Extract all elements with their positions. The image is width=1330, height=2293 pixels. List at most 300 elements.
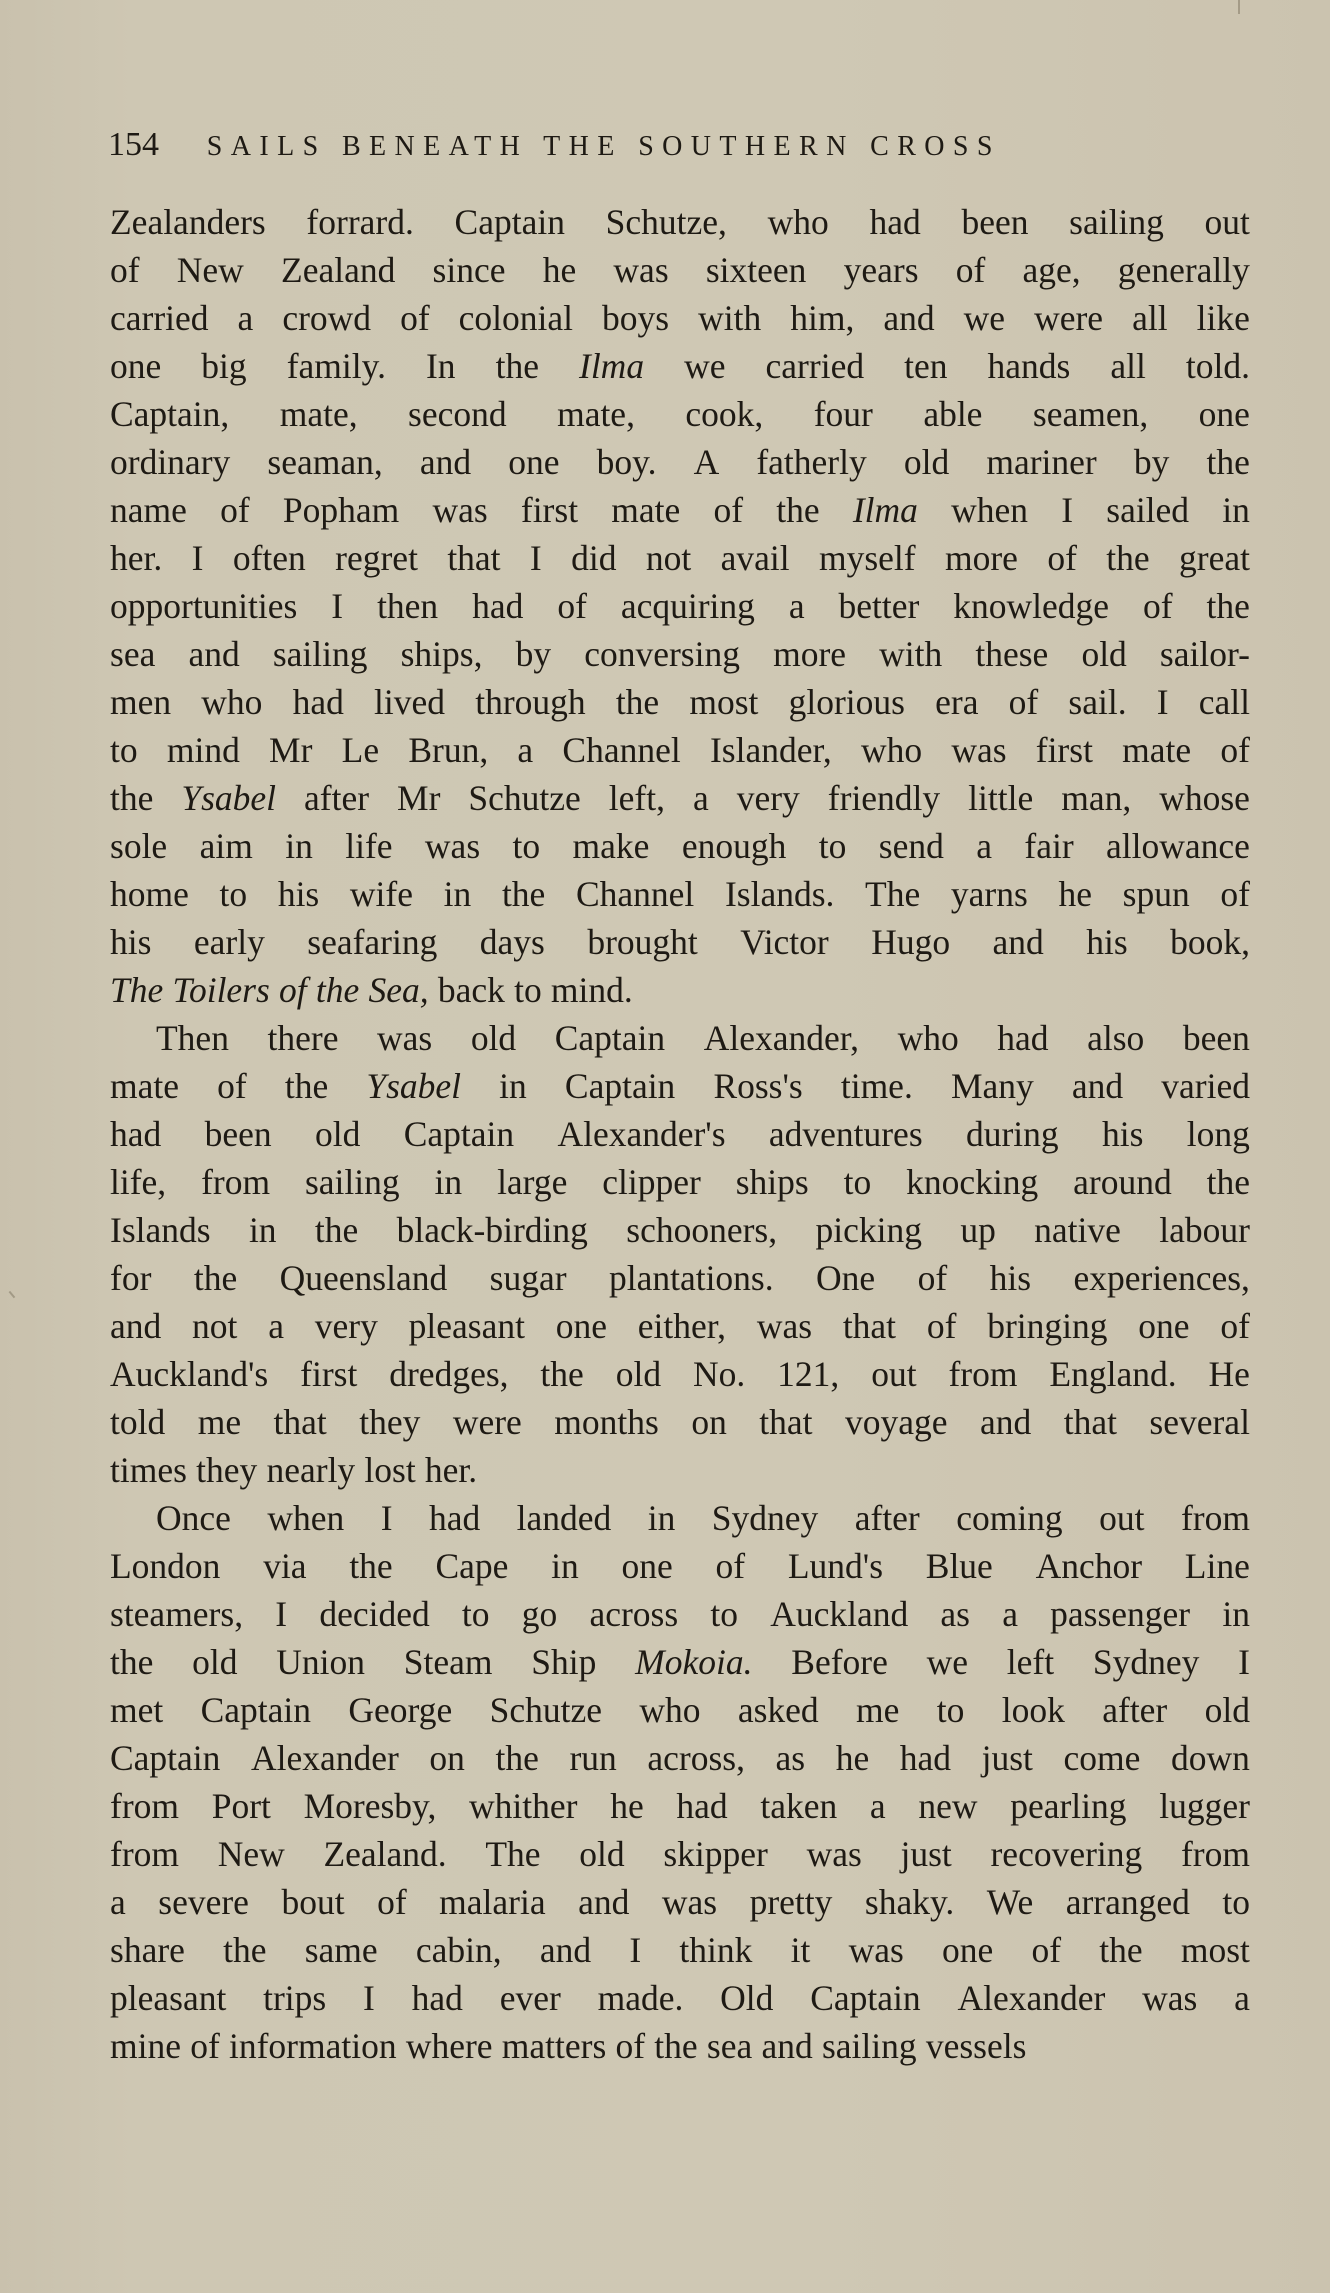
word: yarns: [950, 874, 1028, 914]
word: long: [1186, 1114, 1250, 1154]
word: a: [869, 1786, 886, 1826]
word: him,: [790, 298, 855, 338]
word: vessels: [925, 2026, 1027, 2066]
word: been: [204, 1114, 272, 1154]
word: conversing: [584, 634, 740, 674]
word: her.: [110, 538, 163, 578]
italic-word: The: [110, 970, 164, 1010]
text-line: [110, 966, 1250, 1014]
word: mate: [1122, 730, 1192, 770]
word: of: [713, 490, 744, 530]
text-line: [110, 1014, 1250, 1062]
word: very: [736, 778, 800, 818]
word: was: [613, 250, 669, 290]
word: the: [314, 1210, 359, 1250]
word: plantations.: [608, 1258, 774, 1298]
word: mate: [110, 1066, 179, 1106]
word: when: [267, 1498, 345, 1538]
word: crowd: [282, 298, 372, 338]
word: old: [579, 1834, 625, 1874]
word: one: [621, 1546, 673, 1586]
word: seamen,: [1032, 394, 1149, 434]
text-line: [110, 294, 1250, 342]
word: in: [248, 1210, 277, 1250]
word: shaky.: [864, 1882, 955, 1922]
word: acquiring: [620, 586, 755, 626]
word: myself: [819, 538, 916, 578]
word: the: [1206, 586, 1250, 626]
word: big: [201, 346, 247, 386]
word: a: [268, 1306, 284, 1346]
word: sailing: [821, 2026, 917, 2066]
word: mind.: [550, 970, 633, 1010]
word: that: [842, 1306, 897, 1346]
page-margin-mark: [9, 1286, 22, 1299]
word: ships: [735, 1162, 809, 1202]
italic-word: of: [279, 970, 307, 1010]
word: able: [923, 394, 983, 434]
word: wife: [349, 874, 413, 914]
word: very: [314, 1306, 378, 1346]
word: book,: [1170, 922, 1250, 962]
word: better: [838, 586, 920, 626]
word: to: [461, 1594, 490, 1634]
word: they: [196, 1450, 258, 1490]
text-line: [110, 630, 1250, 678]
text-line: [110, 1110, 1250, 1158]
word: in: [1222, 1594, 1250, 1634]
word: of: [1031, 1930, 1062, 1970]
word: sailing: [304, 1162, 400, 1202]
word: old: [1081, 634, 1127, 674]
word: family.: [286, 346, 386, 386]
word: A: [693, 442, 720, 482]
text-line: [110, 1350, 1250, 1398]
word: not: [645, 538, 692, 578]
word: 121,: [777, 1354, 840, 1394]
word: mine: [110, 2026, 181, 2066]
word: glorious: [788, 682, 905, 722]
word: the: [495, 1738, 539, 1778]
italic-word: Mokoia.: [635, 1642, 753, 1682]
word: Zealand.: [323, 1834, 447, 1874]
word: Islander,: [709, 730, 832, 770]
word: information: [229, 2026, 397, 2066]
word: come: [1063, 1738, 1141, 1778]
word: sugar: [489, 1258, 567, 1298]
word: had: [869, 202, 921, 242]
word: left: [1006, 1642, 1055, 1682]
word: Sydney: [1092, 1642, 1200, 1682]
word: labour: [1159, 1210, 1250, 1250]
word: had: [428, 1498, 481, 1538]
word: Lund's: [787, 1546, 884, 1586]
word: the: [349, 1546, 393, 1586]
word: I: [275, 1594, 288, 1634]
text-line: [110, 1158, 1250, 1206]
text-line: [110, 1734, 1250, 1782]
word: not: [192, 1306, 238, 1346]
word: that: [1063, 1402, 1117, 1442]
word: Captain: [810, 1978, 921, 2018]
word: mariner: [986, 442, 1097, 482]
word: several: [1149, 1402, 1250, 1442]
word: Many: [950, 1066, 1034, 1106]
word: just: [900, 1834, 952, 1874]
word: by: [515, 634, 552, 674]
word: times: [110, 1450, 187, 1490]
word: Brun,: [408, 730, 489, 770]
word: Blue: [925, 1546, 993, 1586]
word: and: [761, 2026, 813, 2066]
word: bout: [281, 1882, 345, 1922]
word: then: [377, 586, 439, 626]
word: of: [1008, 682, 1039, 722]
word: often: [232, 538, 306, 578]
word: I: [331, 586, 344, 626]
text-line: [110, 870, 1250, 918]
word: through: [475, 682, 586, 722]
word: second: [408, 394, 507, 434]
word: Ship: [531, 1642, 597, 1682]
word: as: [775, 1738, 806, 1778]
word: did: [571, 538, 617, 578]
word: Mr: [269, 730, 313, 770]
word: had: [110, 1114, 162, 1154]
word: had: [292, 682, 344, 722]
word: first: [520, 490, 579, 530]
word: and: [979, 1402, 1032, 1442]
word: across,: [647, 1738, 745, 1778]
word: all: [1132, 298, 1168, 338]
word: of: [217, 1066, 247, 1106]
word: mate,: [279, 394, 358, 434]
word: had: [997, 1018, 1049, 1058]
word: look: [1001, 1690, 1065, 1730]
word: his: [989, 1258, 1032, 1298]
text-line: [110, 438, 1250, 486]
word: the: [776, 490, 820, 530]
word: with: [698, 298, 762, 338]
word: were: [452, 1402, 522, 1442]
text-line: [110, 1446, 1250, 1494]
word: adventures: [768, 1114, 923, 1154]
word: The: [865, 874, 921, 914]
word: from: [110, 1834, 180, 1874]
word: New: [217, 1834, 285, 1874]
word: he: [1058, 874, 1092, 914]
word: arranged: [1065, 1882, 1190, 1922]
word: been: [1182, 1018, 1250, 1058]
word: send: [878, 826, 944, 866]
word: lost: [364, 1450, 416, 1490]
word: ships,: [400, 634, 483, 674]
word: coming: [956, 1498, 1063, 1538]
word: for: [110, 1258, 152, 1298]
word: sixteen: [705, 250, 807, 290]
word: generally: [1117, 250, 1250, 290]
word: old: [314, 1114, 361, 1154]
word: England.: [1049, 1354, 1177, 1394]
word: boy.: [596, 442, 657, 482]
word: Channel: [575, 874, 695, 914]
word: I: [1238, 1642, 1250, 1682]
word: Auckland: [770, 1594, 909, 1634]
page-number: 154: [108, 126, 159, 163]
word: of: [615, 2026, 646, 2066]
text-line: [110, 1878, 1250, 1926]
word: the: [110, 778, 154, 818]
word: asked: [737, 1690, 819, 1730]
text-line: [110, 1542, 1250, 1590]
word: cabin,: [415, 1930, 502, 1970]
word: new: [918, 1786, 978, 1826]
italic-word: Ysabel: [366, 1066, 462, 1106]
word: of: [557, 586, 587, 626]
word: skipper: [663, 1834, 768, 1874]
word: I: [1061, 490, 1074, 530]
word: in: [434, 1162, 463, 1202]
word: Sydney: [711, 1498, 819, 1538]
word: of: [220, 490, 250, 530]
word: was: [806, 1834, 862, 1874]
word: Line: [1184, 1546, 1250, 1586]
text-line: [110, 582, 1250, 630]
word: one: [942, 1930, 994, 1970]
word: Then: [156, 1018, 229, 1058]
word: in: [443, 874, 472, 914]
word: of: [1220, 730, 1250, 770]
word: Popham: [282, 490, 400, 530]
word: as: [940, 1594, 970, 1634]
word: old: [470, 1018, 517, 1058]
word: ordinary: [110, 442, 231, 482]
word: me: [197, 1402, 242, 1442]
word: No.: [692, 1354, 746, 1394]
word: of: [190, 2026, 220, 2066]
word: native: [1034, 1210, 1121, 1250]
word: his: [1086, 922, 1128, 962]
word: We: [986, 1882, 1034, 1922]
word: voyage: [844, 1402, 948, 1442]
text-line: [110, 1206, 1250, 1254]
word: told: [110, 1402, 166, 1442]
word: was: [661, 1882, 718, 1922]
word: all: [1110, 346, 1146, 386]
word: pleasant: [408, 1306, 525, 1346]
word: trips: [263, 1978, 327, 2018]
word: Mr: [397, 778, 441, 818]
word: four: [813, 394, 873, 434]
word: whither: [469, 1786, 578, 1826]
word: around: [1073, 1162, 1172, 1202]
word: of: [400, 298, 430, 338]
word: after: [304, 778, 370, 818]
word: and: [419, 442, 472, 482]
word: the: [284, 1066, 329, 1106]
word: ever: [499, 1978, 561, 2018]
word: that: [759, 1402, 813, 1442]
book-title: SAILS BENEATH THE SOUTHERN CROSS: [206, 131, 1001, 162]
word: more: [773, 634, 847, 674]
word: left,: [608, 778, 665, 818]
text-line: [110, 822, 1250, 870]
word: was: [1142, 1978, 1198, 2018]
word: seaman,: [267, 442, 383, 482]
text-line: [110, 1974, 1250, 2022]
word: out: [1099, 1498, 1145, 1538]
word: lived: [374, 682, 446, 722]
word: Moresby,: [303, 1786, 437, 1826]
text-line: [110, 1830, 1250, 1878]
italic-word: Ilma: [852, 490, 918, 530]
italic-word: Toilers: [172, 970, 270, 1010]
word: most: [1180, 1930, 1250, 1970]
word: was: [377, 1018, 433, 1058]
word: avail: [720, 538, 790, 578]
word: I: [191, 538, 204, 578]
text-line: [110, 1494, 1250, 1542]
word: had: [472, 586, 524, 626]
text-line: [110, 1686, 1250, 1734]
word: and: [992, 922, 1044, 962]
word: carried: [110, 298, 209, 338]
word: of: [1220, 874, 1250, 914]
word: was: [432, 490, 488, 530]
word: landed: [516, 1498, 612, 1538]
word: most: [689, 682, 759, 722]
word: to: [936, 1690, 965, 1730]
word: a: [1234, 1978, 1250, 2018]
word: who: [767, 202, 829, 242]
text-line: [110, 390, 1250, 438]
running-head: [108, 122, 1248, 168]
text-line: [110, 1782, 1250, 1830]
word: fair: [1024, 826, 1074, 866]
word: name: [110, 490, 187, 530]
word: on: [691, 1402, 727, 1442]
word: go: [521, 1594, 558, 1634]
word: age,: [1022, 250, 1081, 290]
word: months: [554, 1402, 659, 1442]
word: picking: [815, 1210, 922, 1250]
word: with: [879, 634, 943, 674]
word: where: [405, 2026, 493, 2066]
word: and: [539, 1930, 592, 1970]
word: Captain: [564, 1066, 676, 1106]
word: man,: [1061, 778, 1132, 818]
word: the: [501, 874, 546, 914]
word: his: [110, 922, 152, 962]
word: of: [1220, 1306, 1250, 1346]
word: a: [788, 586, 805, 626]
word: Captain: [200, 1690, 312, 1730]
word: life: [345, 826, 393, 866]
word: been: [961, 202, 1029, 242]
word: of: [917, 1258, 948, 1298]
text-line: [110, 1302, 1250, 1350]
word: like: [1196, 298, 1250, 338]
word: in: [647, 1498, 676, 1538]
word: was: [424, 826, 481, 866]
paragraph: [110, 1014, 1250, 1494]
word: malaria: [439, 1882, 546, 1922]
word: old: [192, 1642, 238, 1682]
word: the: [1206, 1162, 1250, 1202]
word: had: [676, 1786, 728, 1826]
word: bringing: [987, 1306, 1108, 1346]
word: Cape: [435, 1546, 509, 1586]
word: home: [110, 874, 189, 914]
word: a: [237, 298, 254, 338]
italic-word: Ysabel: [181, 778, 277, 818]
word: make: [572, 826, 650, 866]
word: of: [926, 1306, 957, 1346]
word: Islands.: [724, 874, 835, 914]
word: Victor: [740, 922, 829, 962]
text-line: [110, 1062, 1250, 1110]
word: share: [110, 1930, 185, 1970]
word: mind: [166, 730, 240, 770]
word: seafaring: [307, 922, 438, 962]
word: spun: [1122, 874, 1190, 914]
word: schooners,: [626, 1210, 778, 1250]
word: and: [578, 1882, 630, 1922]
word: he: [835, 1738, 870, 1778]
word: one: [110, 346, 162, 386]
word: sailing: [1069, 202, 1164, 242]
word: we: [963, 298, 1006, 338]
word: Old: [720, 1978, 774, 2018]
paragraph: [110, 1494, 1250, 2070]
word: Captain: [110, 1738, 221, 1778]
word: and: [883, 298, 935, 338]
word: across: [589, 1594, 679, 1634]
word: were: [1034, 298, 1104, 338]
word: brought: [587, 922, 698, 962]
word: Schutze: [489, 1690, 602, 1730]
word: in: [285, 826, 313, 866]
word: sailing: [272, 634, 368, 674]
word: made.: [597, 1978, 684, 2018]
word: to: [710, 1594, 738, 1634]
word: same: [304, 1930, 378, 1970]
word: out: [871, 1354, 917, 1394]
word: whose: [1159, 778, 1250, 818]
word: was: [756, 1306, 813, 1346]
word: the: [615, 682, 660, 722]
word: the: [1106, 538, 1150, 578]
word: who: [860, 730, 923, 770]
word: I: [363, 1978, 375, 2018]
word: mate: [611, 490, 681, 530]
word: Schutze,: [605, 202, 727, 242]
word: I: [629, 1930, 642, 1970]
word: allowance: [1106, 826, 1250, 866]
word: I: [529, 538, 542, 578]
word: Hugo: [871, 922, 951, 962]
word: either,: [637, 1306, 727, 1346]
word: I: [380, 1498, 393, 1538]
text-line: [110, 1398, 1250, 1446]
word: Alexander's: [557, 1114, 726, 1154]
word: when: [951, 490, 1029, 530]
word: the: [540, 1354, 584, 1394]
word: matters: [501, 2026, 607, 2066]
word: to: [512, 826, 541, 866]
word: nearly: [266, 1450, 356, 1490]
word: via: [263, 1546, 307, 1586]
